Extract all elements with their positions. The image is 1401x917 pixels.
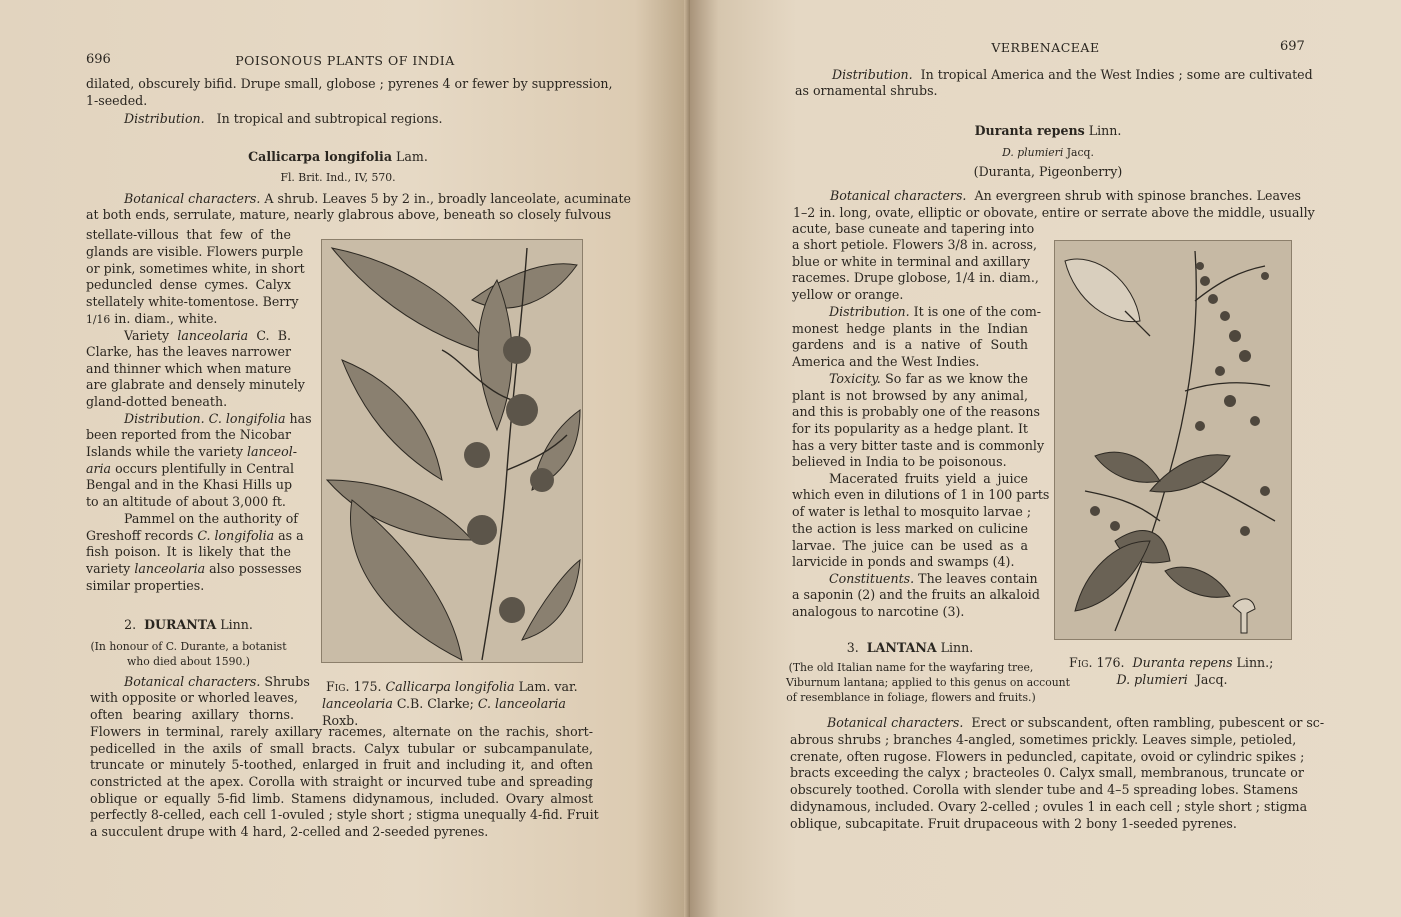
species-heading: Callicarpa longifolia Lam. — [248, 149, 428, 164]
text-line: pedicelled in the axils of small bracts. Calyx tubular or subcampanulate, — [90, 741, 593, 756]
text-line: analogous to narcotine (3). — [792, 604, 965, 619]
text-line: stellate-villous that few of the — [86, 227, 291, 242]
text-line: racemes. Drupe globose, 1/4 in. diam., — [792, 270, 1039, 285]
text-line: and thinner which when mature — [86, 361, 292, 376]
left-page — [0, 0, 690, 917]
text-line: Variety lanceolaria C. B. — [124, 328, 291, 343]
text-line: abrous shrubs ; branches 4-angled, sometimes prickly. Leaves simple, petioled, — [790, 732, 1297, 747]
text-line: to an altitude of about 3,000 ft. — [86, 494, 286, 509]
text-line: a saponin (2) and the fruits an alkaloid — [792, 587, 1040, 602]
text-line: America and the West Indies. — [792, 354, 980, 369]
genus-heading: 3. LANTANA Linn. — [846, 640, 974, 655]
text-line: Distribution. C. longifolia has — [124, 411, 312, 426]
text-line: plant is not browsed by any animal, — [792, 388, 1028, 403]
text-line: monest hedge plants in the Indian — [792, 321, 1028, 336]
text-line: the action is less marked on culicine — [792, 521, 1028, 536]
page-number: 697 — [1280, 39, 1305, 54]
figure-176-caption: Fig. 176. Duranta repens Linn.; — [1069, 655, 1274, 670]
text-line: obscurely toothed. Corolla with slender tube and 4–5 spreading lobes. Stamens — [790, 782, 1298, 797]
figure-176-caption: D. plumieri Jacq. — [1116, 672, 1228, 687]
callicarpa-drawing — [322, 240, 582, 662]
text-line: Toxicity. So far as we know the — [829, 371, 1028, 386]
text-line: Distribution. It is one of the com- — [829, 304, 1042, 319]
running-head: POISONOUS PLANTS OF INDIA — [235, 53, 455, 68]
genus-heading: 2. DURANTA Linn. — [124, 617, 253, 632]
text-line: has a very bitter taste and is commonly — [792, 438, 1045, 453]
text-line: Greshoff records C. longifolia as a — [86, 528, 304, 543]
text-line: a short petiole. Flowers 3/8 in. across, — [792, 237, 1038, 252]
running-head: VERBENACEAE — [991, 40, 1100, 55]
text-line: gland-dotted beneath. — [86, 394, 228, 409]
text-line: 1/16 in. diam., white. — [86, 311, 218, 326]
duranta-drawing — [1055, 241, 1291, 639]
text-line: believed in India to be poisonous. — [792, 454, 1007, 469]
text-line: oblique or equally 5-fid limb. Stamens didynamous, included. Ovary almost — [90, 791, 593, 806]
figure-175-illustration — [321, 239, 583, 663]
right-page — [690, 0, 1401, 917]
text-line: blue or white in terminal and axillary — [792, 254, 1031, 269]
text-line: bracts exceeding the calyx ; bracteoles 0. Calyx small, membranous, truncate or — [790, 765, 1304, 780]
text-line: at both ends, serrulate, mature, nearly glabrous above, beneath so closely fulvous — [86, 207, 612, 222]
synonym-line: D. plumieri Jacq. — [1002, 146, 1094, 159]
text-line: been reported from the Nicobar — [86, 427, 291, 442]
text-line: Islands while the variety lanceol- — [86, 444, 297, 459]
text-line: Pammel on the authority of — [124, 511, 298, 526]
text-line: perfectly 8-celled, each cell 1-ovuled ; style short ; stigma unequally 4-fid. Fruit — [90, 807, 599, 822]
text-line: didynamous, included. Ovary 2-celled ; ovules 1 in each cell ; style short ; stigma — [790, 799, 1308, 814]
text-line: stellately white-tomentose. Berry — [86, 294, 299, 309]
text-line: peduncled dense cymes. Calyx — [86, 277, 291, 292]
text-line: similar properties. — [86, 578, 205, 593]
text-line: dilated, obscurely bifid. Drupe small, globose ; pyrenes 4 or fewer by suppression, — [86, 76, 613, 91]
common-names: (Duranta, Pigeonberry) — [973, 164, 1123, 179]
text-line: Distribution. In tropical America and the West Indies ; some are cultivated — [832, 67, 1313, 82]
text-line: larvae. The juice can be used as a — [792, 538, 1028, 553]
text-line: Botanical characters. Erect or subscandent, often rambling, pubescent or sc- — [827, 715, 1325, 730]
text-line: a succulent drupe with 4 hard, 2-celled and 2-seeded pyrenes. — [90, 824, 489, 839]
text-line: crenate, often rugose. Flowers in peduncled, capitate, ovoid or cylindric spikes ; — [790, 749, 1305, 764]
text-line: truncate or minutely 5-toothed, enlarged in fruit and including it, and often — [90, 757, 593, 772]
text-line: are glabrate and densely minutely — [86, 377, 305, 392]
text-line: constricted at the apex. Corolla with straight or incurved tube and spreading — [90, 774, 593, 789]
text-line: Clarke, has the leaves narrower — [86, 344, 291, 359]
text-line: and this is probably one of the reasons — [792, 404, 1040, 419]
text-line: Botanical characters. An evergreen shrub with spinose branches. Leaves — [830, 188, 1301, 203]
text-line: which even in dilutions of 1 in 100 parts — [792, 487, 1050, 502]
text-line: yellow or orange. — [792, 287, 904, 302]
text-line: with opposite or whorled leaves, — [90, 690, 298, 705]
species-heading: Duranta repens Linn. — [974, 123, 1122, 138]
text-line: Botanical characters. A shrub. Leaves 5 by 2 in., broadly lanceolate, acuminate — [124, 191, 631, 206]
genus-note: Viburnum lantana; applied to this genus on account — [786, 676, 1070, 689]
text-line: fish poison. It is likely that the — [86, 544, 291, 559]
text-line: larvicide in ponds and swamps (4). — [792, 554, 1015, 569]
text-line: acute, base cuneate and tapering into — [792, 221, 1035, 236]
text-line: as ornamental shrubs. — [795, 83, 938, 98]
text-line: Bengal and in the Khasi Hills up — [86, 477, 293, 492]
text-line: often bearing axillary thorns. — [90, 707, 294, 722]
genus-note: (The old Italian name for the wayfaring tree, — [788, 661, 1034, 674]
text-line: for its popularity as a hedge plant. It — [792, 421, 1028, 436]
text-line: variety lanceolaria also possesses — [86, 561, 302, 576]
figure-175-caption: Fig. 175. Callicarpa longifolia Lam. var. — [326, 679, 578, 694]
text-line: 1-seeded. — [86, 93, 148, 108]
text-line: Flowers in terminal, rarely axillary racemes, alternate on the rachis, short- — [90, 724, 593, 739]
text-line: 1–2 in. long, ovate, elliptic or obovate, entire or serrate above the middle, usually — [793, 205, 1315, 220]
distribution-line: Distribution. In tropical and subtropical regions. — [124, 111, 443, 126]
text-line: oblique, subcapitate. Fruit drupaceous with 2 bony 1-seeded pyrenes. — [790, 816, 1237, 831]
figure-175-caption: lanceolaria C.B. Clarke; C. lanceolaria Roxb. — [322, 696, 566, 728]
text-line: aria occurs plentifully in Central — [86, 461, 295, 476]
text-line: of water is lethal to mosquito larvae ; — [792, 504, 1032, 519]
genus-note: of resemblance in foliage, flowers and fruits.) — [786, 691, 1036, 704]
text-line: Macerated fruits yield a juice — [829, 471, 1028, 486]
text-line: Botanical characters. Shrubs — [124, 674, 310, 689]
reference-line: Fl. Brit. Ind., IV, 570. — [280, 171, 396, 184]
figure-176-illustration — [1054, 240, 1292, 640]
text-line: gardens and is a native of South — [792, 337, 1028, 352]
genus-note: (In honour of C. Durante, a botanist — [90, 640, 287, 653]
page-number: 696 — [86, 52, 111, 67]
text-line: Constituents. The leaves contain — [829, 571, 1038, 586]
text-line: glands are visible. Flowers purple — [86, 244, 304, 259]
text-line: or pink, sometimes white, in short — [86, 261, 305, 276]
genus-note: who died about 1590.) — [127, 655, 250, 668]
